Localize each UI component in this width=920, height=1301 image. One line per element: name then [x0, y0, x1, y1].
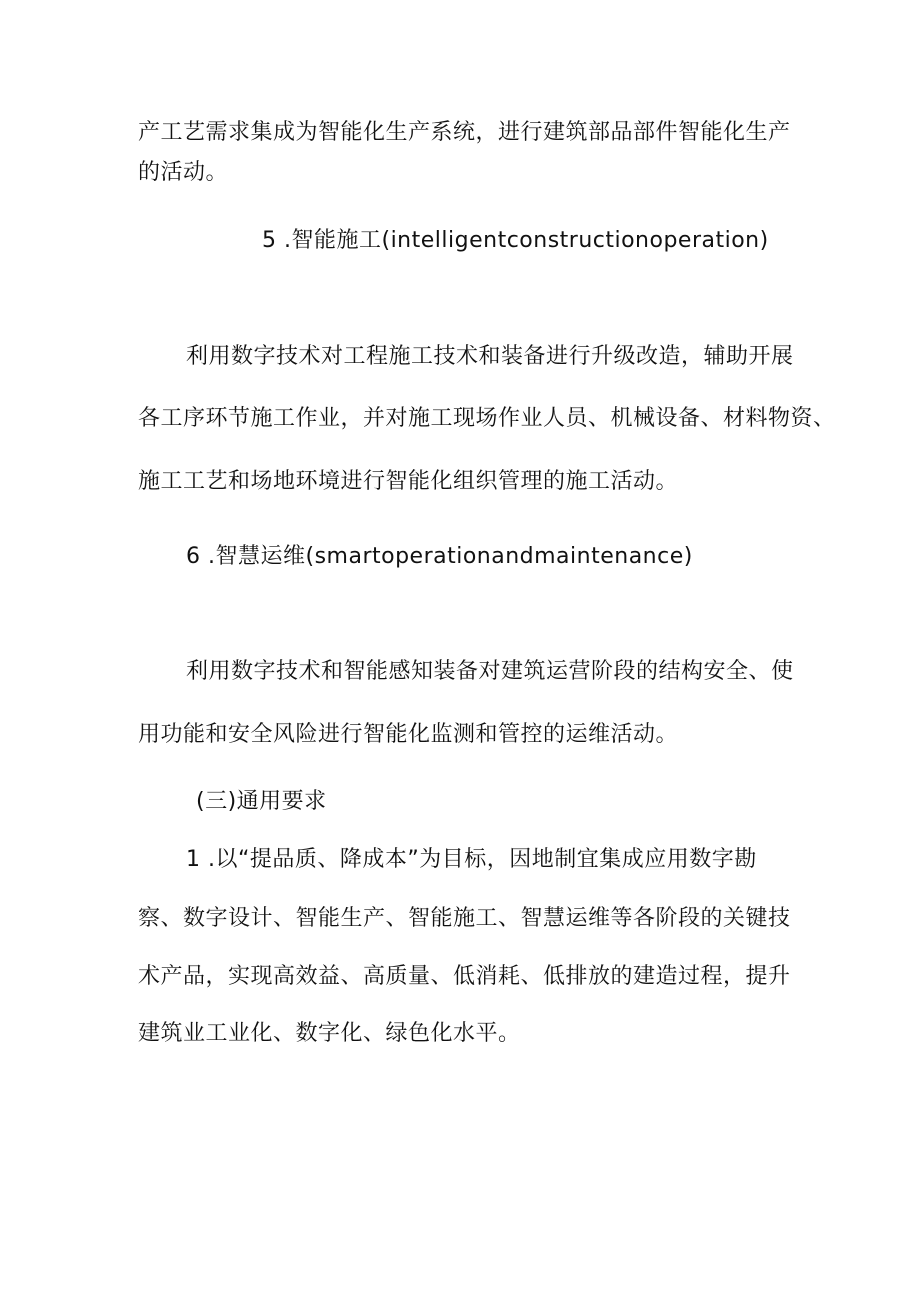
paragraph-line: 建筑业工业化、数字化、绿色化水平。 [138, 1021, 521, 1046]
paragraph-line: 1 .以“提品质、降成本”为目标，因地制宜集成应用数字勘 [186, 847, 757, 872]
paragraph-line: 施工工艺和场地环境进行智能化组织管理的施工活动。 [138, 469, 679, 494]
section-heading-3: (三)通用要求 [196, 789, 327, 814]
paragraph-line: 的活动。 [138, 160, 229, 185]
paragraph-line: 各工序环节施工作业，并对施工现场作业人员、机械设备、材料物资、 [138, 406, 836, 431]
paragraph-line: 术产品，实现高效益、高质量、低消耗、低排放的建造过程，提升 [138, 964, 791, 989]
paragraph-line: 利用数字技术和智能感知装备对建筑运营阶段的结构安全、使 [186, 659, 794, 684]
paragraph-line: 用功能和安全风险进行智能化监测和管控的运维活动。 [138, 722, 679, 747]
section-heading-5: 5 .智能施工(intelligentconstructionoperation) [262, 228, 769, 253]
paragraph-line: 察、数字设计、智能生产、智能施工、智慧运维等各阶段的关键技 [138, 906, 791, 931]
paragraph-line: 产工艺需求集成为智能化生产系统，进行建筑部品部件智能化生产 [138, 120, 791, 145]
section-heading-6: 6 .智慧运维(smartoperationandmaintenance) [186, 544, 693, 569]
paragraph-line: 利用数字技术对工程施工技术和装备进行升级改造，辅助开展 [186, 344, 794, 369]
